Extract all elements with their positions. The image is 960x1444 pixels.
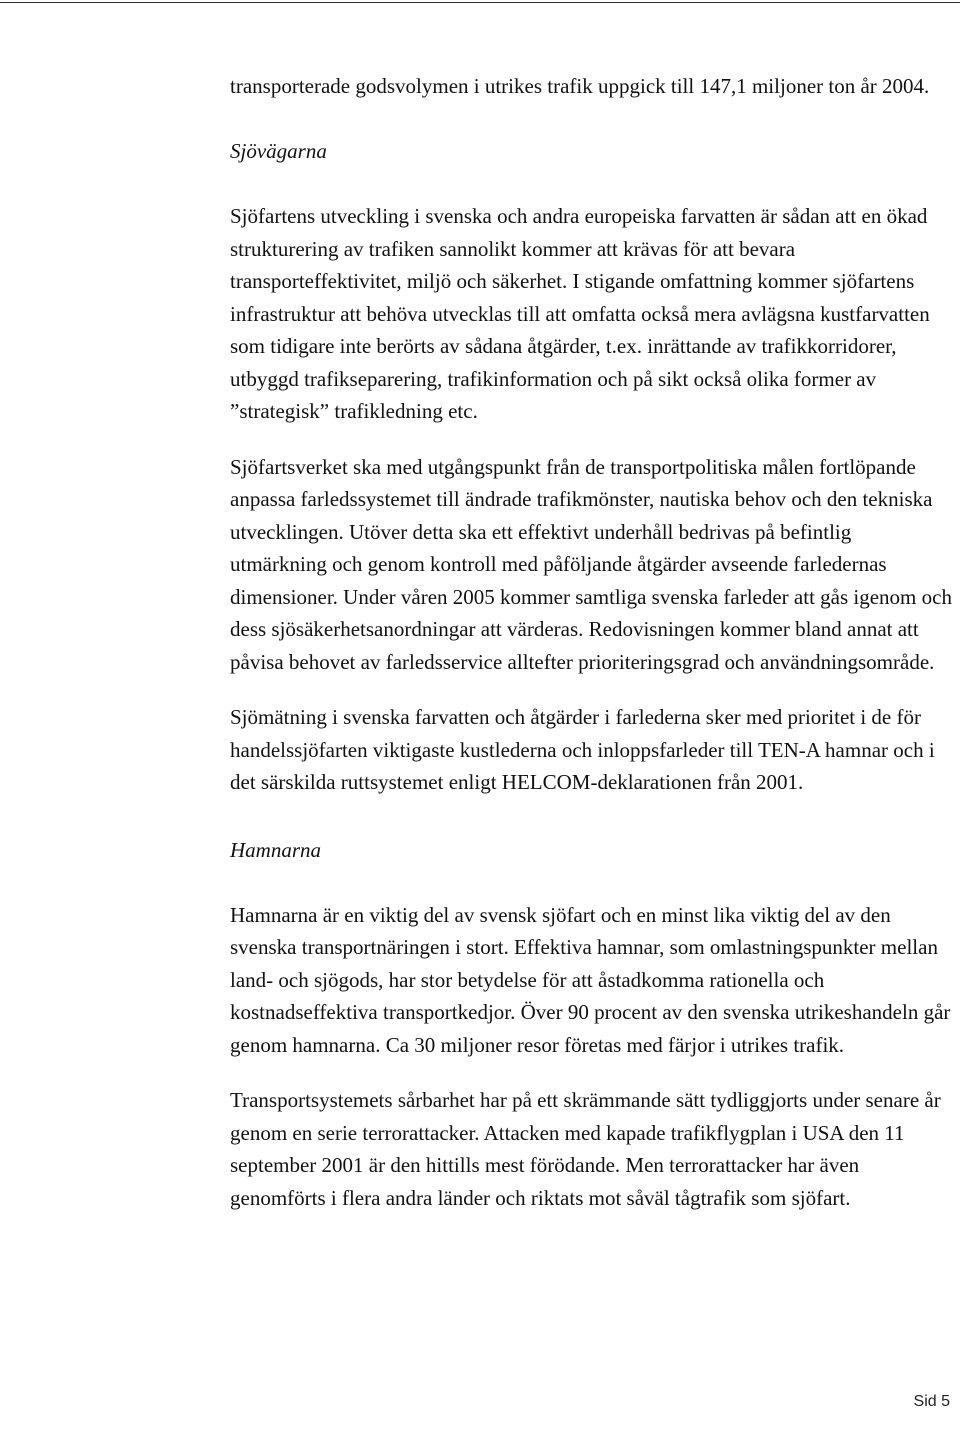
document-content bbox=[230, 70, 952, 1214]
top-rule bbox=[0, 2, 960, 3]
paragraph-hamnarna-2: Transportsystemets sårbarhet har på ett skrämmande sätt tydliggjorts under senare år genom en serie terrorattacker. Attacken med kapade trafikflygplan i USA den 11 september 2001 är den hittills mest förödande. Men terrorattacker har även genomförts i flera andra länder och riktats mot såväl tågtrafik som sjöfart. bbox=[230, 1088, 941, 1210]
paragraph-sjovagarna-1: Sjöfartens utveckling i svenska och andra europeiska farvatten är sådan att en ökad strukturering av trafiken sannolikt kommer att krävas för att bevara transporteffektivitet, miljö och säkerhet. I stigande omfattning kommer sjöfartens infrastruktur att behöva utvecklas till att omfatta också mera avlägsna kustfarvatten som tidigare inte berörts av sådana åtgärder, t.ex. inrättande av trafikkorridorer, utbyggd trafikseparering, trafikinformation och på sikt också olika former av ”strategisk” trafikledning etc. bbox=[230, 204, 930, 423]
paragraph-sjovagarna-3: Sjömätning i svenska farvatten och åtgärder i farlederna sker med prioritet i de för handelssjöfarten viktigaste kustlederna och inloppsfarleder till TEN-A hamnar och i det särskilda ruttsystemet enligt HELCOM-deklarationen från 2001. bbox=[230, 705, 935, 794]
heading-hamnarna: Hamnarna bbox=[230, 837, 322, 862]
heading-sjovagarna: Sjövägarna bbox=[230, 139, 327, 163]
page-number: Sid 5 bbox=[913, 1393, 950, 1410]
paragraph-hamnarna-1: Hamnarna är en viktig del av svensk sjöfart och en minst lika viktig del av den svenska transportnäringen i stort. Effektiva hamnar, som omlastningspunkter mellan land- och sjögods, har stor betydelse för att åstadkomma rationella och kostnadseffektiva transportkedjor. Över 90 procent av den svenska utrikeshandeln går genom hamnarna. Ca 30 miljoner resor företas med färjor i utrikes trafik. bbox=[230, 902, 951, 1057]
paragraph-sjovagarna-2: Sjöfartsverket ska med utgångspunkt från de transportpolitiska målen fortlöpande anpassa farledssystemet till ändrade trafikmönster, nautiska behov och den tekniska utvecklingen. Utöver detta ska ett effektivt underhåll bedrivas på befintlig utmärkning och genom kontroll med påföljande åtgärder avseende farledernas dimensioner. Under våren 2005 kommer samtliga svenska farleder att gås igenom och dess sjösäkerhetsanordningar att värderas. Redovisningen kommer bland annat att påvisa behovet av farledsservice alltefter prioriteringsgrad och användningsområde. bbox=[230, 454, 952, 674]
paragraph-intro: transporterade godsvolymen i utrikes trafik uppgick till 147,1 miljoner ton år 2004. bbox=[230, 74, 930, 98]
